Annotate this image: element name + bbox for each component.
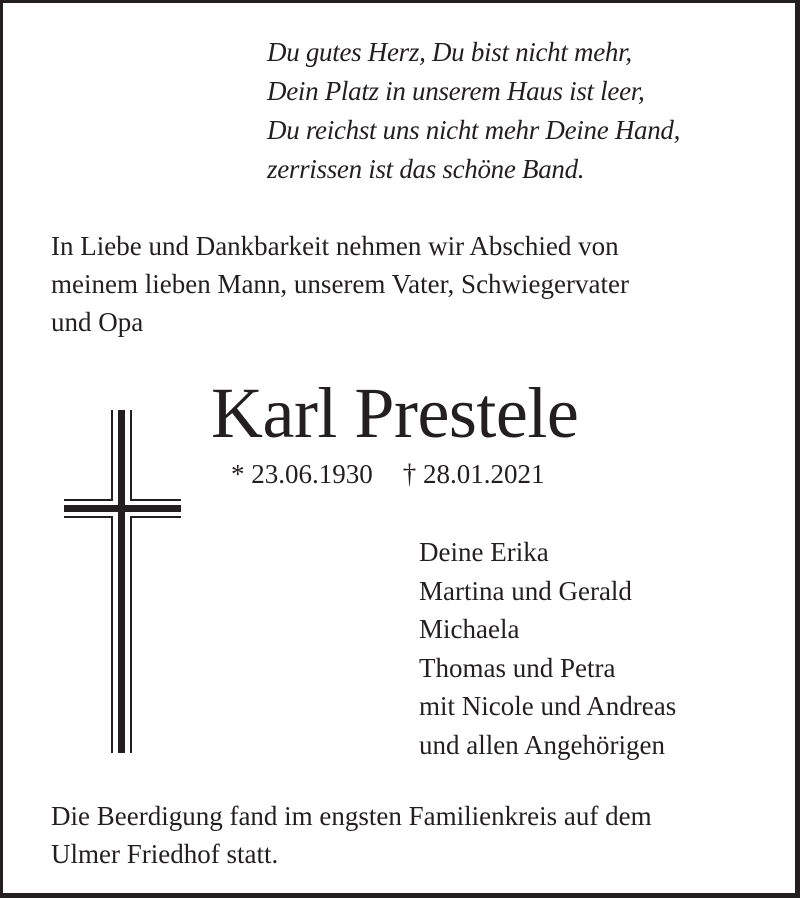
funeral-note: [51, 797, 652, 873]
poem-line: Dein Platz in unserem Haus ist leer,: [267, 76, 645, 106]
mourner: Deine Erika: [419, 537, 549, 567]
life-dates: [231, 455, 545, 493]
poem-line: Du gutes Herz, Du bist nicht mehr,: [267, 37, 632, 67]
poem-line: Du reichst uns nicht mehr Deine Hand,: [267, 115, 681, 145]
intro-line: In Liebe und Dankbarkeit nehmen wir Abschied von: [51, 231, 619, 261]
mourner: Michaela: [419, 614, 520, 644]
mourners-list: [419, 533, 676, 764]
mourner: Martina und Gerald: [419, 575, 632, 606]
poem: [267, 33, 680, 189]
intro-line: meinem lieben Mann, unserem Vater, Schwiegervater: [51, 269, 629, 299]
mourner: und allen Angehörigen: [419, 729, 665, 760]
cross-icon: [63, 408, 181, 753]
funeral-note-line: Die Beerdigung fand im engsten Familienkreis auf dem: [51, 801, 652, 831]
deceased-name: Karl Prestele: [211, 373, 579, 453]
intro-line: und Opa: [51, 307, 144, 337]
funeral-note-line: Ulmer Friedhof statt.: [51, 839, 279, 869]
mourner: mit Nicole und Andreas: [419, 691, 677, 721]
poem-line: zerrissen ist das schöne Band.: [267, 154, 585, 184]
mourner: Thomas und Petra: [419, 652, 616, 683]
death-date: † 28.01.2021: [402, 459, 545, 489]
birth-date: * 23.06.1930: [231, 459, 373, 489]
intro-text: [51, 227, 771, 341]
